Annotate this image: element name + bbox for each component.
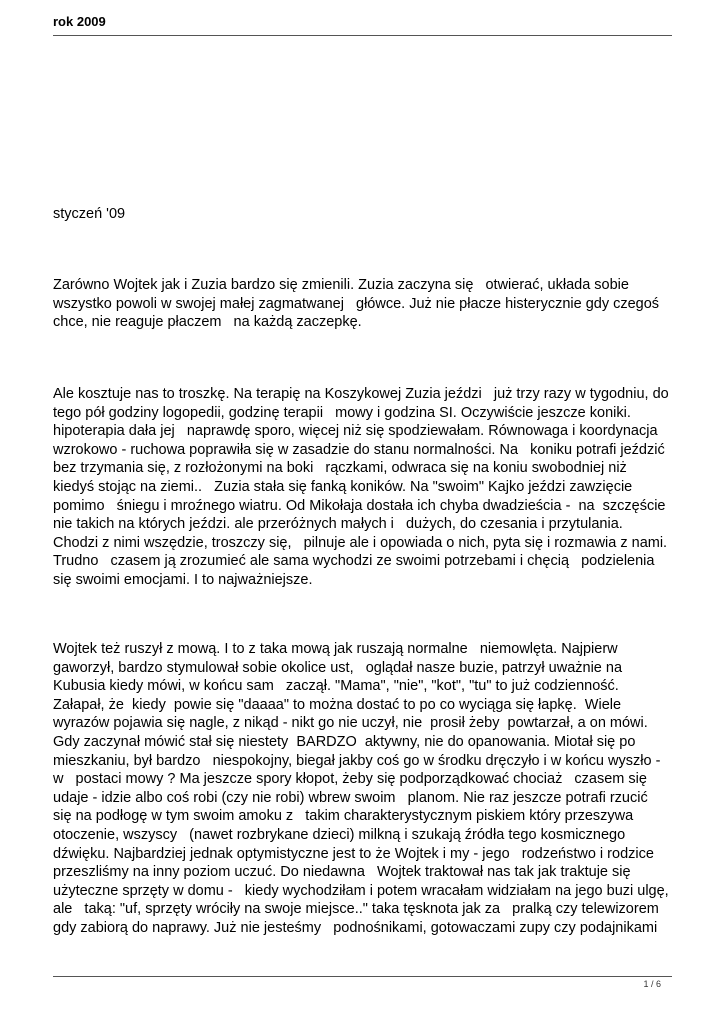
page-number: 1 / 6 [643, 979, 661, 989]
text-line: chce, nie reaguje płaczem na każdą zaczepkę. [53, 314, 362, 331]
text-line: Gdy zaczynał mówić stał się niestety BARDZO aktywny, nie do opanowania. Miotał się po [53, 733, 636, 750]
text-line: hipoterapia dała jej naprawdę sporo, więcej niż się spodziewałam. Równowaga i koordynacja [53, 423, 658, 440]
paragraph-3 [53, 640, 693, 938]
month-heading: styczeń '09 [53, 206, 126, 222]
text-line: wyrazów pojawia się nagle, z nikąd - nikt go nie uczył, nie prosił żeby powtarzał, a on mówi. [53, 715, 648, 732]
text-line: dźwięku. Najbardziej jednak optymistyczne jest to że Wojtek i my - jego rodzeństwo i rodzice [53, 845, 654, 862]
text-line: użyteczne sprzęty w domu - kiedy wychodziłam i potem wracałam widziałam na jego buzi ulgę, [53, 882, 669, 899]
text-line: otoczenie, wszyscy (nawet rozbrykane dzieci) milkną i szukają źródła tego kosmicznego [53, 826, 626, 843]
text-line: Załapał, że kiedy powie się "daaaa" to można dostać to po co wyciąga się łapkę. Wiele [53, 696, 622, 713]
text-line: wszystko powoli w swojej małej zagmatwanej główce. Już nie płacze histerycznie gdy czegoś [53, 295, 660, 312]
text-line: tego pół godziny logopedii, godzinę terapii mowy i godzina SI. Oczywiście jeszcze koniki. [53, 404, 631, 421]
text-line: kiedyś stojąc na ziemi.. Zuzia stała się fanką koników. Na "swoim" Kajko jeździ zawzięcie [53, 478, 633, 495]
paragraph-1 [53, 276, 693, 332]
text-line: gdy zabiorą do naprawy. Już nie jesteśmy podnośnikami, gotowaczami zupy czy podajnikami [53, 919, 658, 936]
footer-divider [53, 976, 672, 977]
text-line: Trudno czasem ją zrozumieć ale sama wychodzi ze swoimi potrzebami i chęcią podzielenia [53, 553, 655, 570]
text-line: wzrokowo - ruchowa poprawiła się w zasadzie do stanu normalności. Na koniku potrafi jeździć [53, 441, 665, 458]
text-line: bez trzymania się, z rozłożonymi na boki rączkami, odwraca się na koniu swobodniej niż [53, 460, 627, 477]
text-line: ale taką: "uf, sprzęty wróciły na swoje miejsce.." taka tęsknota jak za pralką czy telewizorem [53, 901, 659, 918]
text-line: udaje - idzie albo coś robi (czy nie robi) wbrew swoim planom. Nie raz jeszcze potrafi rzucić [53, 789, 648, 806]
text-line: przeszliśmy na inny poziom uczuć. Do niedawna Wojtek traktował nas tak jak traktuje się [53, 864, 631, 881]
text-line: mieszkaniu, był bardzo niespokojny, biegał jakby coś go w środku dręczyło i w końcu wyszło - [53, 752, 661, 769]
header-divider [53, 35, 672, 36]
text-line: Ale kosztuje nas to troszkę. Na terapię na Koszykowej Zuzia jeździ już trzy razy w tygodniu, do [53, 386, 669, 402]
text-line: Chodzi z nimi wszędzie, troszczy się, pilnuje ale i opowiada o nich, pyta się i rozmawia z nami. [53, 534, 668, 551]
text-line: Wojtek też ruszył z mową. I to z taka mową jak ruszają normalne niemowlęta. Najpierw [53, 641, 618, 657]
paragraph-2 [53, 385, 693, 590]
text-line: w postaci mowy ? Ma jeszcze spory kłopot, żeby się podporządkować chociaż czasem się [53, 771, 647, 788]
text-line: Kubusia kiedy mówi, w końcu sam zaczął. "Mama", "nie", "kot", "tu" to już codzienność. [53, 678, 619, 695]
text-line: się swoimi emocjami. I to najważniejsze. [53, 571, 313, 588]
text-line: gaworzył, bardzo stymulował sobie okolice ust, oglądał nasze buzie, patrzył uważnie na [53, 659, 623, 676]
text-line: pomimo śniegu i mroźnego wiatru. Od Mikołaja dostała ich chyba dwadzieścia - na szczęście [53, 497, 666, 514]
text-line: się na podłogę w tym swoim amoku z takim charakterystycznym piskiem który przeszywa [53, 808, 634, 825]
text-line: nie takich na których jeździ. ale przeróżnych małych i dużych, do czesania i przytulania. [53, 516, 623, 533]
document-header-title: rok 2009 [53, 14, 106, 29]
text-line: Zarówno Wojtek jak i Zuzia bardzo się zmienili. Zuzia zaczyna się otwierać, układa sobie [53, 277, 629, 293]
